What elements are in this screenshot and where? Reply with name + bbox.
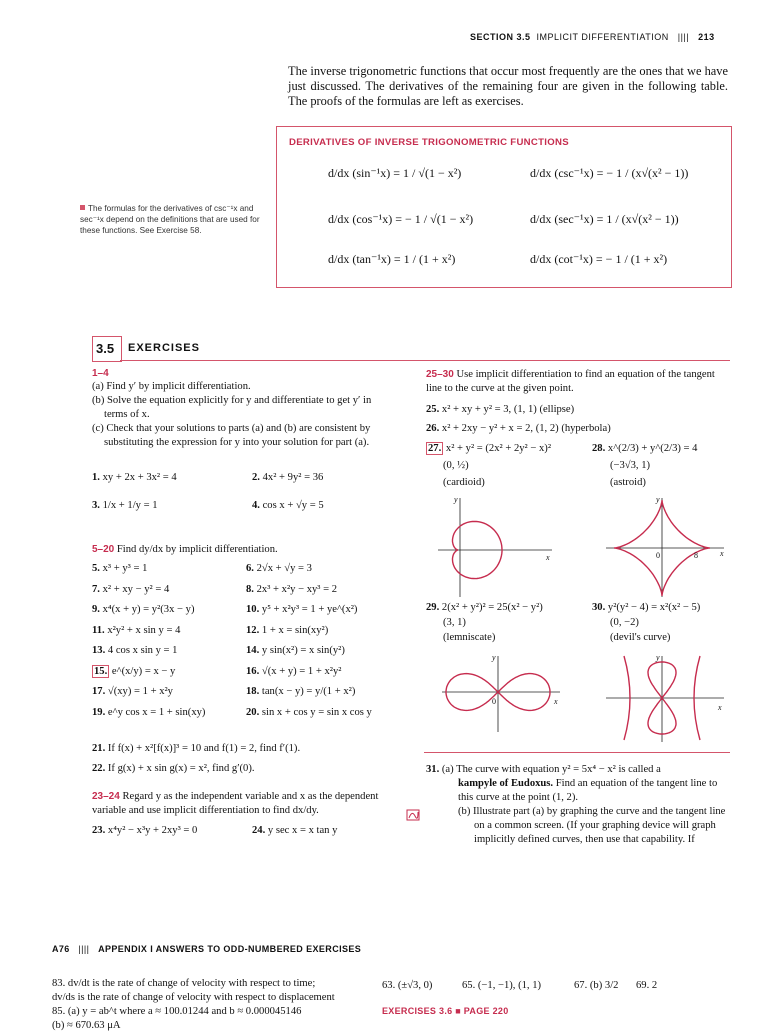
graphing-device-icon — [406, 808, 420, 822]
exercise-13: 13. 4 cos x sin y = 1 — [92, 645, 178, 656]
answer-83: 83. dv/dt is the rate of change of velocity with respect to time; — [52, 978, 316, 989]
group-23-24-instructions: 23–24 Regard y as the independent variable and x as the dependent variable and use implicit differentiation to find dx/dy. — [92, 791, 379, 816]
devils-curve-graph — [600, 650, 730, 745]
exercise-1: 1. xy + 2x + 3x² = 4 — [92, 472, 177, 483]
exercise-31: 31. (a) The curve with equation y² = 5x⁴ − x² is called a kampyle of Eudoxus. Find an equation of the tangent line to this curve at the point (1, 2). (b) Illustrate part (a) by graphing the curve and the tangent line on a common screen. (If your graphing device will graph implicitly defined curves, then use that capability. If — [426, 764, 726, 845]
column-divider — [424, 752, 730, 753]
exercise-17: 17. √(xy) = 1 + x²y — [92, 686, 173, 697]
section-number-box: 3.5 — [92, 336, 122, 362]
answer-63: 63. (±√3, 0) — [382, 980, 433, 991]
tick-label-8: 8 — [694, 551, 698, 560]
origin-label: 0 — [492, 697, 496, 706]
formula-cos: d/dx (cos⁻¹x) = − 1 / √(1 − x²) — [328, 212, 474, 226]
exercise-4: 4. cos x + √y = 5 — [252, 500, 324, 511]
exercise-24: 24. y sec x = x tan y — [252, 825, 338, 836]
answer-69: 69. 2 — [636, 980, 658, 991]
x-label: x — [546, 553, 550, 562]
lemniscate-graph — [436, 650, 566, 735]
exercise-27-point: (0, ½) — [443, 460, 469, 471]
exercise-14: 14. y sin(x²) = x sin(y²) — [246, 645, 345, 656]
section-title: IMPLICIT DIFFERENTIATION — [536, 32, 669, 42]
group-1-4-instructions: (a) Find y′ by implicit differentiation. (b) Solve the equation explicitly for y and differentiate to get y′ in terms of x. (c) Check that your solutions to parts (a) and (b) are consistent by substituting the expression for y into your solution for part (a). — [92, 381, 372, 448]
exercise-16: 16. √(x + y) = 1 + x²y² — [246, 665, 342, 677]
x-label: x — [718, 703, 722, 712]
section-rule — [120, 360, 730, 361]
exercise-27-curve-name: (cardioid) — [443, 477, 485, 488]
running-header — [470, 32, 715, 42]
answer-67: 67. (b) 3/2 — [574, 980, 619, 991]
next-exercises-header: EXERCISES 3.6 ■ PAGE 220 — [382, 1006, 509, 1016]
exercise-30-curve-name: (devil's curve) — [610, 632, 671, 643]
exercise-12: 12. 1 + x = sin(xy²) — [246, 624, 329, 636]
origin-label: 0 — [656, 551, 660, 560]
y-label: y — [656, 495, 660, 504]
exercise-29-point: (3, 1) — [443, 617, 466, 628]
page-number: 213 — [698, 32, 715, 42]
exercise-9: 9. x⁴(x + y) = y²(3x − y) — [92, 604, 195, 615]
x-label: x — [720, 549, 724, 558]
answer-65: 65. (−1, −1), (1, 1) — [462, 980, 542, 991]
exercise-8: 8. 2x³ + x²y − xy³ = 2 — [246, 583, 338, 595]
side-note: The formulas for the derivatives of csc⁻¹x and sec⁻¹x depend on the definitions that are used for these functions. See Exercise 58. — [80, 204, 260, 235]
header-bars: |||| — [677, 32, 690, 42]
exercise-28-curve-name: (astroid) — [610, 477, 646, 488]
section-number: SECTION 3.5 — [470, 32, 531, 42]
exercise-19: 19. e^y cos x = 1 + sin(xy) — [92, 706, 206, 718]
intro-paragraph: The inverse trigonometric functions that occur most frequently are the ones that we have just discussed. The derivatives of the remaining four are given in the following table. The proofs of the formulas are left as exercises. — [288, 64, 728, 108]
exercise-6: 6. 2√x + √y = 3 — [246, 563, 312, 574]
exercise-10: 10. y⁵ + x²y³ = 1 + ye^(x²) — [246, 604, 358, 615]
exercise-29: 29. 2(x² + y²)² = 25(x² − y²) — [426, 602, 543, 613]
exercise-26: 26. x² + 2xy − y² + x = 2, (1, 2) (hyperbola) — [426, 423, 611, 434]
exercise-11: 11. x²y² + x sin y = 4 — [92, 624, 181, 636]
answer-85: 85. (a) y = ab^t where a ≈ 100.01244 and b ≈ 0.000045146 — [52, 1006, 302, 1017]
group-25-30-instructions: 25–30 Use implicit differentiation to find an equation of the tangent line to the curve at the given point. — [426, 369, 715, 394]
exercise-30-point: (0, −2) — [610, 617, 639, 628]
formula-sin: d/dx (sin⁻¹x) = 1 / √(1 − x²) — [328, 166, 462, 180]
exercise-30: 30. y²(y² − 4) = x²(x² − 5) — [592, 602, 701, 613]
exercise-15: 15. e^(x/y) = x − y — [94, 665, 176, 677]
appendix-header: A76 |||| APPENDIX I ANSWERS TO ODD-NUMBERED EXERCISES — [52, 944, 362, 954]
exercise-5: 5. x³ + y³ = 1 — [92, 563, 148, 574]
group-range-1-4: 1–4 — [92, 368, 109, 379]
exercise-18: 18. tan(x − y) = y/(1 + x²) — [246, 686, 356, 697]
exercise-21: 21. If f(x) + x²[f(x)]³ = 10 and f(1) = 2, find f′(1). — [92, 743, 301, 754]
bullet-square-icon — [80, 205, 85, 210]
y-label: y — [454, 495, 458, 504]
exercise-29-curve-name: (lemniscate) — [443, 632, 496, 643]
exercise-27: 27. x² + y² = (2x² + 2y² − x)² — [428, 443, 552, 454]
x-label: x — [554, 697, 558, 706]
y-label: y — [492, 653, 496, 662]
cardioid-graph — [430, 492, 560, 602]
astroid-graph — [600, 492, 730, 602]
derivatives-table-title: DERIVATIVES OF INVERSE TRIGONOMETRIC FUNCTIONS — [289, 137, 569, 148]
answer-85b: (b) ≈ 670.63 μA — [52, 1020, 121, 1031]
exercise-28: 28. x^(2/3) + y^(2/3) = 4 — [592, 443, 698, 454]
formula-tan: d/dx (tan⁻¹x) = 1 / (1 + x²) — [328, 252, 456, 266]
formula-csc: d/dx (csc⁻¹x) = − 1 / (x√(x² − 1)) — [530, 166, 689, 180]
group-5-20-instructions: 5–20 Find dy/dx by implicit differentiation. — [92, 544, 278, 555]
answer-83-continued: dv/ds is the rate of change of velocity with respect to displacement — [52, 992, 335, 1003]
exercise-23: 23. x⁴y² − x³y + 2xy³ = 0 — [92, 825, 198, 836]
exercise-28-point: (−3√3, 1) — [610, 460, 651, 471]
y-label: y — [656, 653, 660, 662]
formula-cot: d/dx (cot⁻¹x) = − 1 / (1 + x²) — [530, 252, 668, 266]
formula-sec: d/dx (sec⁻¹x) = 1 / (x√(x² − 1)) — [530, 212, 679, 226]
exercise-2: 2. 4x² + 9y² = 36 — [252, 472, 324, 483]
exercise-25: 25. x² + xy + y² = 3, (1, 1) (ellipse) — [426, 404, 575, 415]
exercise-22: 22. If g(x) + x sin g(x) = x², find g′(0). — [92, 763, 255, 774]
exercises-heading: EXERCISES — [128, 342, 200, 354]
exercise-3: 3. 1/x + 1/y = 1 — [92, 500, 158, 511]
exercise-20: 20. sin x + cos y = sin x cos y — [246, 706, 372, 718]
exercise-7: 7. x² + xy − y² = 4 — [92, 583, 170, 595]
